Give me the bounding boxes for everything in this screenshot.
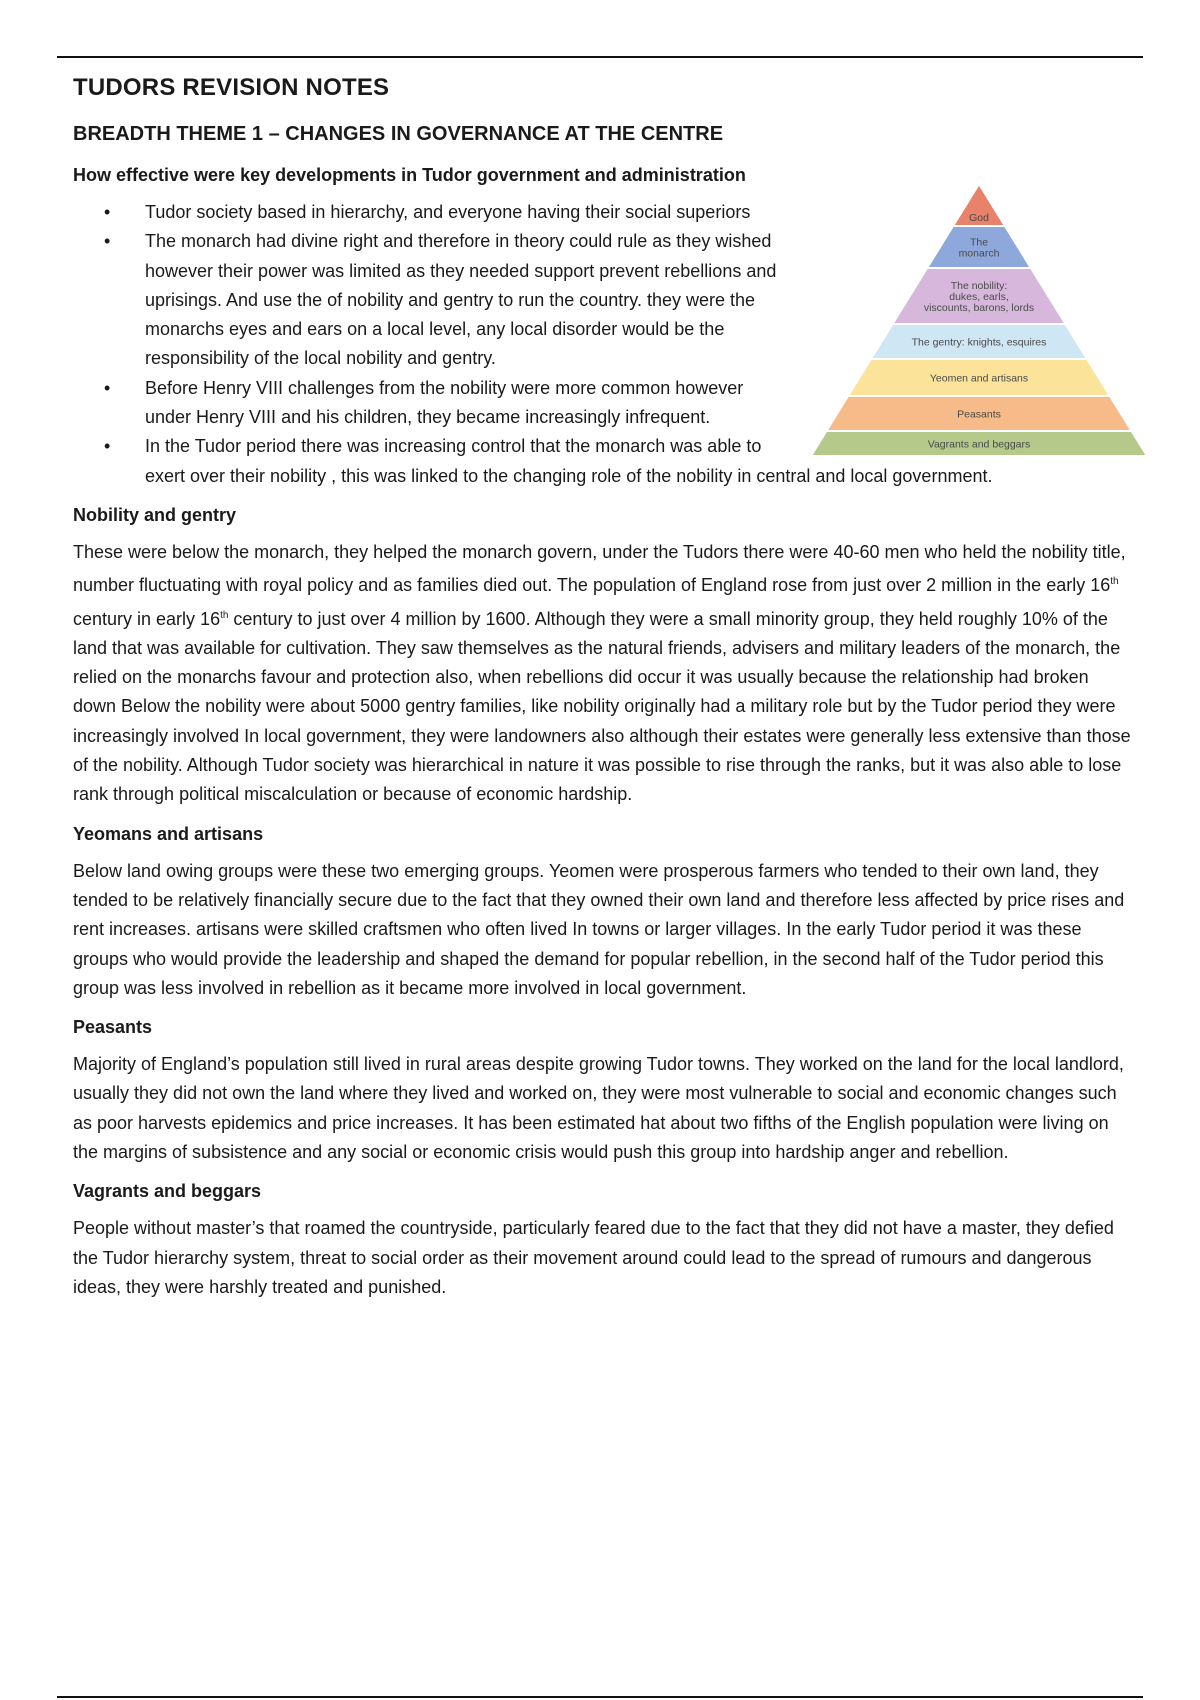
theme-heading: BREADTH THEME 1 – CHANGES IN GOVERNANCE AT THE CENTRE: [73, 123, 724, 145]
pyramid-label: The: [969, 236, 989, 249]
vagrants-paragraph: People without master’s that roamed the countryside, particularly feared due to the fact that they did not have a master, they defied the Tudor hierarchy system, threat to social order as their movement around could lead to the spread of rumours and dangerous ideas, they were harshly treated and punished.: [73, 1218, 1114, 1297]
vagrants-heading: Vagrants and beggars: [73, 1181, 262, 1202]
top-rule: [57, 56, 1143, 58]
nobility-heading: Nobility and gentry: [73, 504, 237, 525]
bullet-list: [73, 198, 1133, 491]
bottom-rule: [57, 1696, 1143, 1698]
bullet-item: • The monarch had divine right and therefore in theory could rule as they wished however their power was limited as they needed support prevent rebellions and uprisings. And use the of nobility and gentry to run the country. they were the monarchs eyes and ears on a local level, any local disorder would be the responsibility of the local nobility and gentry.: [104, 231, 777, 369]
document-body: [73, 70, 1133, 1302]
yeomans-paragraph: Below land owing groups were these two emerging groups. Yeomen were prosperous farmers who tended to their own land, they tended to be relatively financially secure due to the fact that they owned their own land and therefore less affected by price rises and rent increases. artisans were skilled craftsmen who often lived In towns or larger villages. In the early Tudor period it was these groups who would provide the leadership and shaped the demand for popular rebellion, in the second half of the Tudor period this group was less involved in rebellion as it became more involved in local government.: [73, 860, 1125, 998]
pyramid-label: dukes, earls,: [949, 291, 1009, 303]
pyramid-label: The gentry: knights, esquires: [911, 336, 1047, 349]
pyramid-label: monarch: [958, 247, 1000, 260]
nobility-paragraph: These were below the monarch, they helped the monarch govern, under the Tudors there were 40-60 men who held the nobility title, number fluctuating with royal policy and as families died out. The population of England rose from just over 2 million in the early 16th century in early 16th century to just over 4 million by 1600. Although they were a small minority group, they held roughly 10% of the land that was available for cultivation. They saw themselves as the natural friends, advisers and military leaders of the monarch, the relied on the monarchs favour and protection also, when rebellions did occur it was usually because the relationship had broken down Below the nobility were about 5000 gentry families, like nobility originally had a military role but by the Tudor period they were increasingly involved In local government, they were landowners also although their estates were generally less extensive than those of the nobility. Although Tudor society was hierarchical in nature it was possible to rise through the ranks, but it was also able to lose rank through political miscalculation or because of economic hardship.: [73, 541, 1131, 805]
bullet-item: • Tudor society based in hierarchy, and everyone having their social superiors: [104, 202, 751, 222]
pyramid-label: God: [969, 212, 989, 224]
bullet-item: • In the Tudor period there was increasing control that the monarch was able to exert over their nobility , this was linked to the changing role of the nobility in central and local government.: [104, 436, 993, 486]
peasants-paragraph: Majority of England’s population still lived in rural areas despite growing Tudor towns. They worked on the land for the local landlord, usually they did not own the land where they lived and worked on, they were most vulnerable to social and economic changes such as poor harvests epidemics and price increases. It has been estimated hat about two fifths of the English population were living on the margins of subsistence and any social or economic crisis would push this group into hardship anger and rebellion.: [73, 1054, 1124, 1163]
pyramid-label: Vagrants and beggars: [927, 438, 1031, 451]
question-heading: How effective were key developments in Tudor government and administration: [73, 165, 746, 185]
pyramid-label: viscounts, barons, lords: [923, 302, 1035, 314]
pyramid-label: Yeomen and artisans: [929, 372, 1029, 385]
document-title: TUDORS REVISION NOTES: [73, 74, 390, 101]
pyramid-label: Peasants: [957, 408, 1001, 421]
peasants-heading: Peasants: [73, 1017, 153, 1038]
bullet-item: • Before Henry VIII challenges from the nobility were more common however under Henry VIII and his children, they became increasingly infrequent.: [104, 377, 744, 428]
pyramid-label: The nobility:: [950, 280, 1008, 292]
yeomans-heading: Yeomans and artisans: [73, 823, 264, 844]
